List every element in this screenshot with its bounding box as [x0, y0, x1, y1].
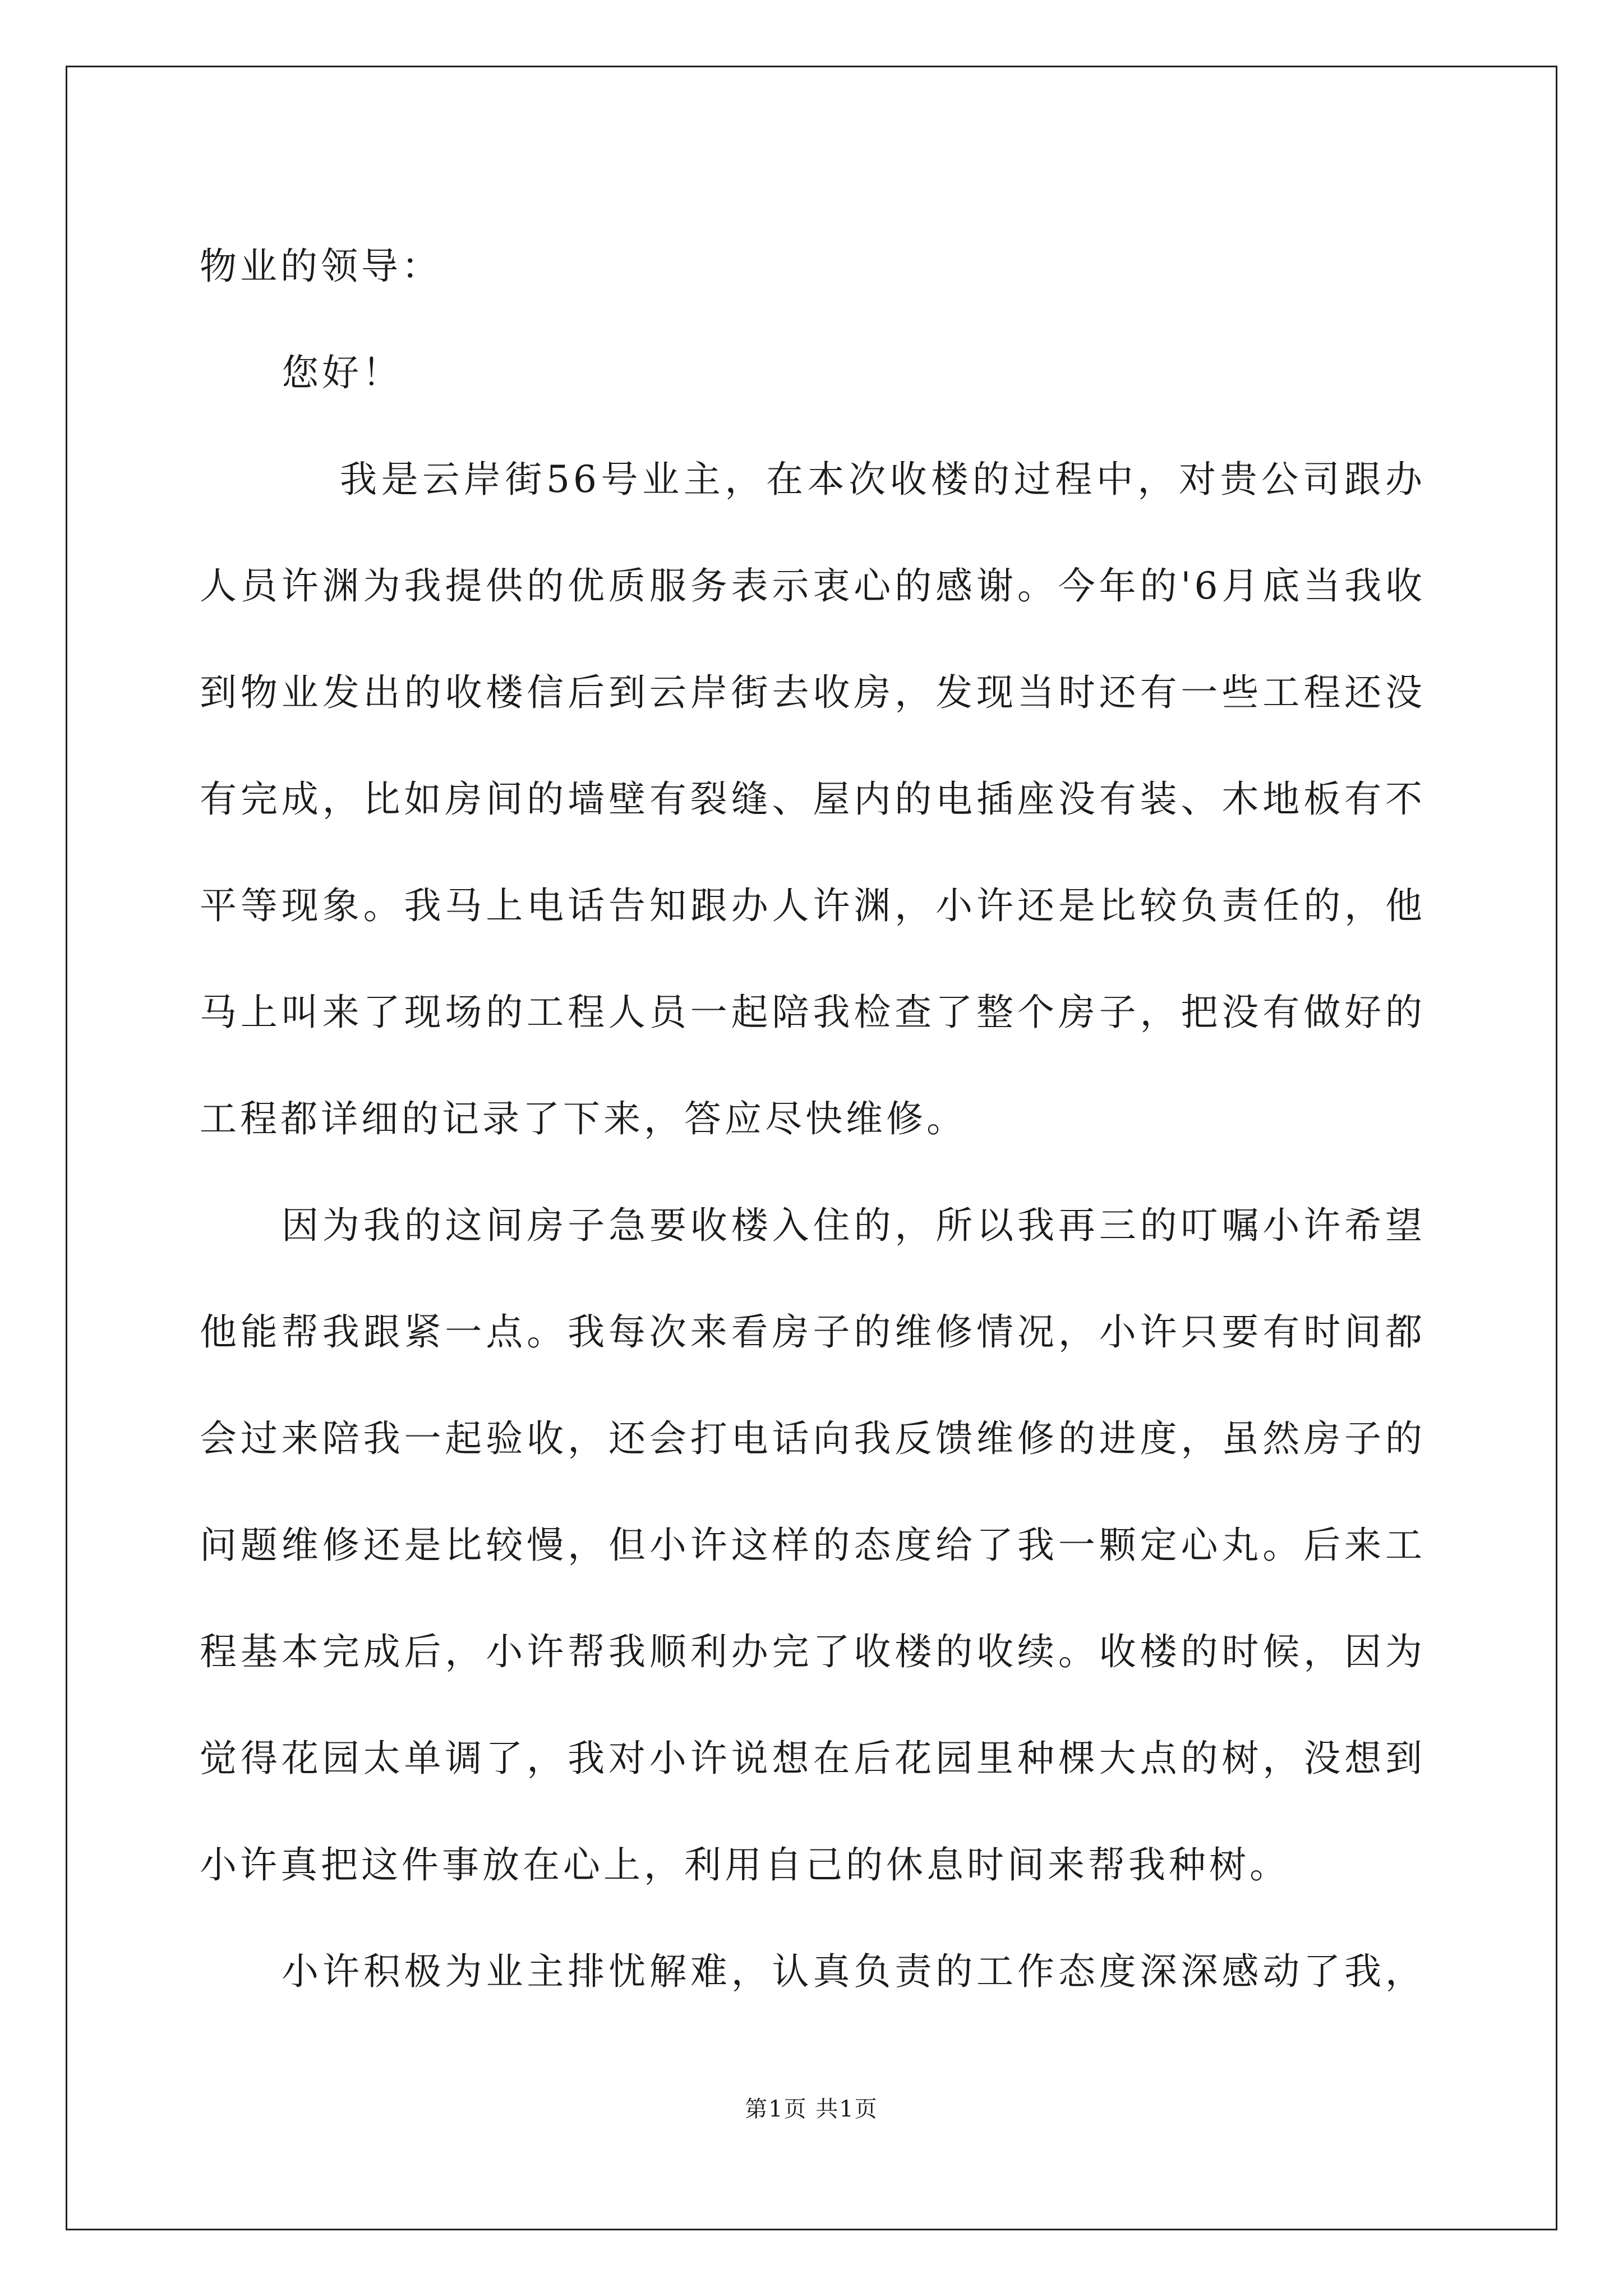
page-number-footer: 第1页 共1页: [745, 2096, 878, 2122]
paragraph-3: [200, 1918, 1426, 2025]
paragraph-line: 小许积极为业主排忧解难，认真负责的工作态度深深感动了我，: [282, 1950, 1426, 1993]
paragraph-2: [200, 1172, 1426, 1918]
paragraph-line: 有完成，比如房间的墙壁有裂缝、屋内的电插座没有装、木地板有不: [200, 777, 1426, 821]
paragraph-1: [200, 426, 1426, 1172]
greeting: 您好！: [282, 351, 403, 394]
paragraph-line: 程基本完成后，小许帮我顺利办完了收楼的收续。收楼的时候，因为: [200, 1630, 1426, 1673]
paragraph-line: 因为我的这间房子急要收楼入住的，所以我再三的叮嘱小许希望: [282, 1204, 1426, 1247]
paragraph-line: 到物业发出的收楼信后到云岸街去收房，发现当时还有一些工程还没: [200, 671, 1426, 714]
letter-body: [200, 213, 1426, 2025]
paragraph-line: 我是云岸街56号业主，在本次收楼的过程中，对贵公司跟办: [340, 458, 1426, 501]
paragraph-line: 他能帮我跟紧一点。我每次来看房子的维修情况，小许只要有时间都: [200, 1310, 1426, 1354]
paragraph-line: 问题维修还是比较慢，但小许这样的态度给了我一颗定心丸。后来工: [200, 1524, 1426, 1567]
paragraph-line: 小许真把这件事放在心上，利用自己的休息时间来帮我种树。: [200, 1843, 1290, 1887]
paragraph-line: 觉得花园太单调了，我对小许说想在后花园里种棵大点的树，没想到: [200, 1737, 1426, 1780]
paragraph-line: 会过来陪我一起验收，还会打电话向我反馈维修的进度，虽然房子的: [200, 1417, 1426, 1460]
paragraph-line: 人员许渊为我提供的优质服务表示衷心的感谢。今年的'6月底当我收: [200, 564, 1426, 608]
paragraph-line: 平等现象。我马上电话告知跟办人许渊，小许还是比较负责任的，他: [200, 884, 1426, 927]
salutation: 物业的领导：: [200, 245, 442, 288]
paragraph-line: 马上叫来了现场的工程人员一起陪我检查了整个房子，把没有做好的: [200, 991, 1426, 1034]
paragraph-line: 工程都详细的记录了下来，答应尽快维修。: [200, 1097, 967, 1140]
